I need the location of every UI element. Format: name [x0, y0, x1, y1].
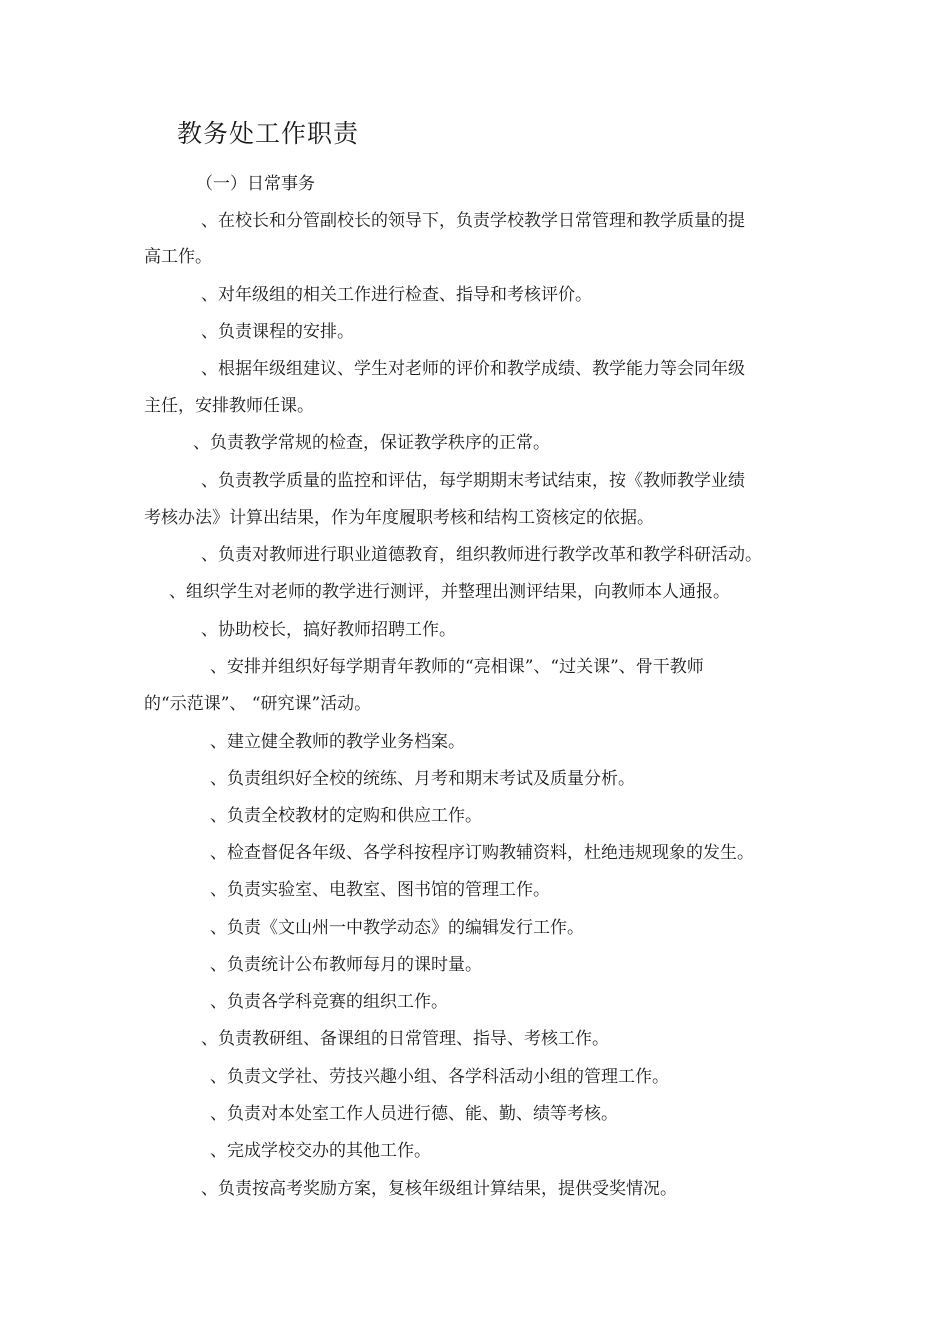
- duty-item-line: 、负责按高考奖励方案，复核年级组计算结果，提供受奖情况。: [201, 1179, 677, 1199]
- duty-item-line: 、建立健全教师的教学业务档案。: [210, 732, 465, 752]
- duty-item-line: 、对年级组的相关工作进行检查、指导和考核评价。: [201, 285, 592, 305]
- duty-item-line: 、负责实验室、电教室、图书馆的管理工作。: [210, 880, 550, 900]
- duty-item-line: 、完成学校交办的其他工作。: [210, 1141, 431, 1161]
- duty-item-line: 、负责统计公布教师每月的课时量。: [210, 955, 482, 975]
- duty-item-line: 、负责教研组、备课组的日常管理、指导、考核工作。: [201, 1029, 609, 1049]
- duty-item-line: 、负责组织好全校的统练、月考和期末考试及质量分析。: [210, 769, 635, 789]
- duty-item-line: 、负责《文山州一中教学动态》的编辑发行工作。: [210, 918, 584, 938]
- duty-item-line: 、根据年级组建议、学生对老师的评价和教学成绩、教学能力等会同年级: [201, 359, 745, 379]
- duty-item-line: 、安排并组织好每学期青年教师的“亮相课”、“过关课”、骨干教师: [210, 657, 704, 677]
- document-title: 教务处工作职责: [177, 119, 360, 148]
- duty-item-line: 、负责全校教材的定购和供应工作。: [210, 806, 482, 826]
- duty-item-line: 的“示范课”、 “研究课”活动。: [144, 694, 372, 714]
- duty-item-line: 、负责各学科竞赛的组织工作。: [210, 992, 448, 1012]
- duty-item-line: 、负责文学社、劳技兴趣小组、各学科活动小组的管理工作。: [210, 1067, 669, 1087]
- duty-item-line: 、负责对教师进行职业道德教育，组织教师进行教学改革和教学科研活动。: [201, 545, 762, 565]
- duty-item-line: 主任，安排教师任课。: [144, 396, 314, 416]
- duty-item-line: 、负责教学常规的检查，保证教学秩序的正常。: [193, 433, 550, 453]
- duty-item-line: 、负责教学质量的监控和评估，每学期期末考试结束，按《教师教学业绩: [201, 471, 745, 491]
- duty-item-line: 、组织学生对老师的教学进行测评，并整理出测评结果，向教师本人通报。: [169, 582, 730, 602]
- duty-item-line: 高工作。: [144, 247, 212, 267]
- section-heading: （一）日常事务: [196, 174, 315, 194]
- duty-item-line: 、负责课程的安排。: [201, 322, 354, 342]
- duty-item-line: 、检查督促各年级、各学科按程序订购教辅资料，杜绝违规现象的发生。: [210, 843, 754, 863]
- duty-item-line: 、负责对本处室工作人员进行德、能、勤、绩等考核。: [210, 1104, 618, 1124]
- duty-item-line: 、在校长和分管副校长的领导下，负责学校教学日常管理和教学质量的提: [201, 211, 745, 231]
- duty-item-line: 考核办法》计算出结果，作为年度履职考核和结构工资核定的依据。: [144, 508, 654, 528]
- duty-item-line: 、协助校长，搞好教师招聘工作。: [201, 620, 456, 640]
